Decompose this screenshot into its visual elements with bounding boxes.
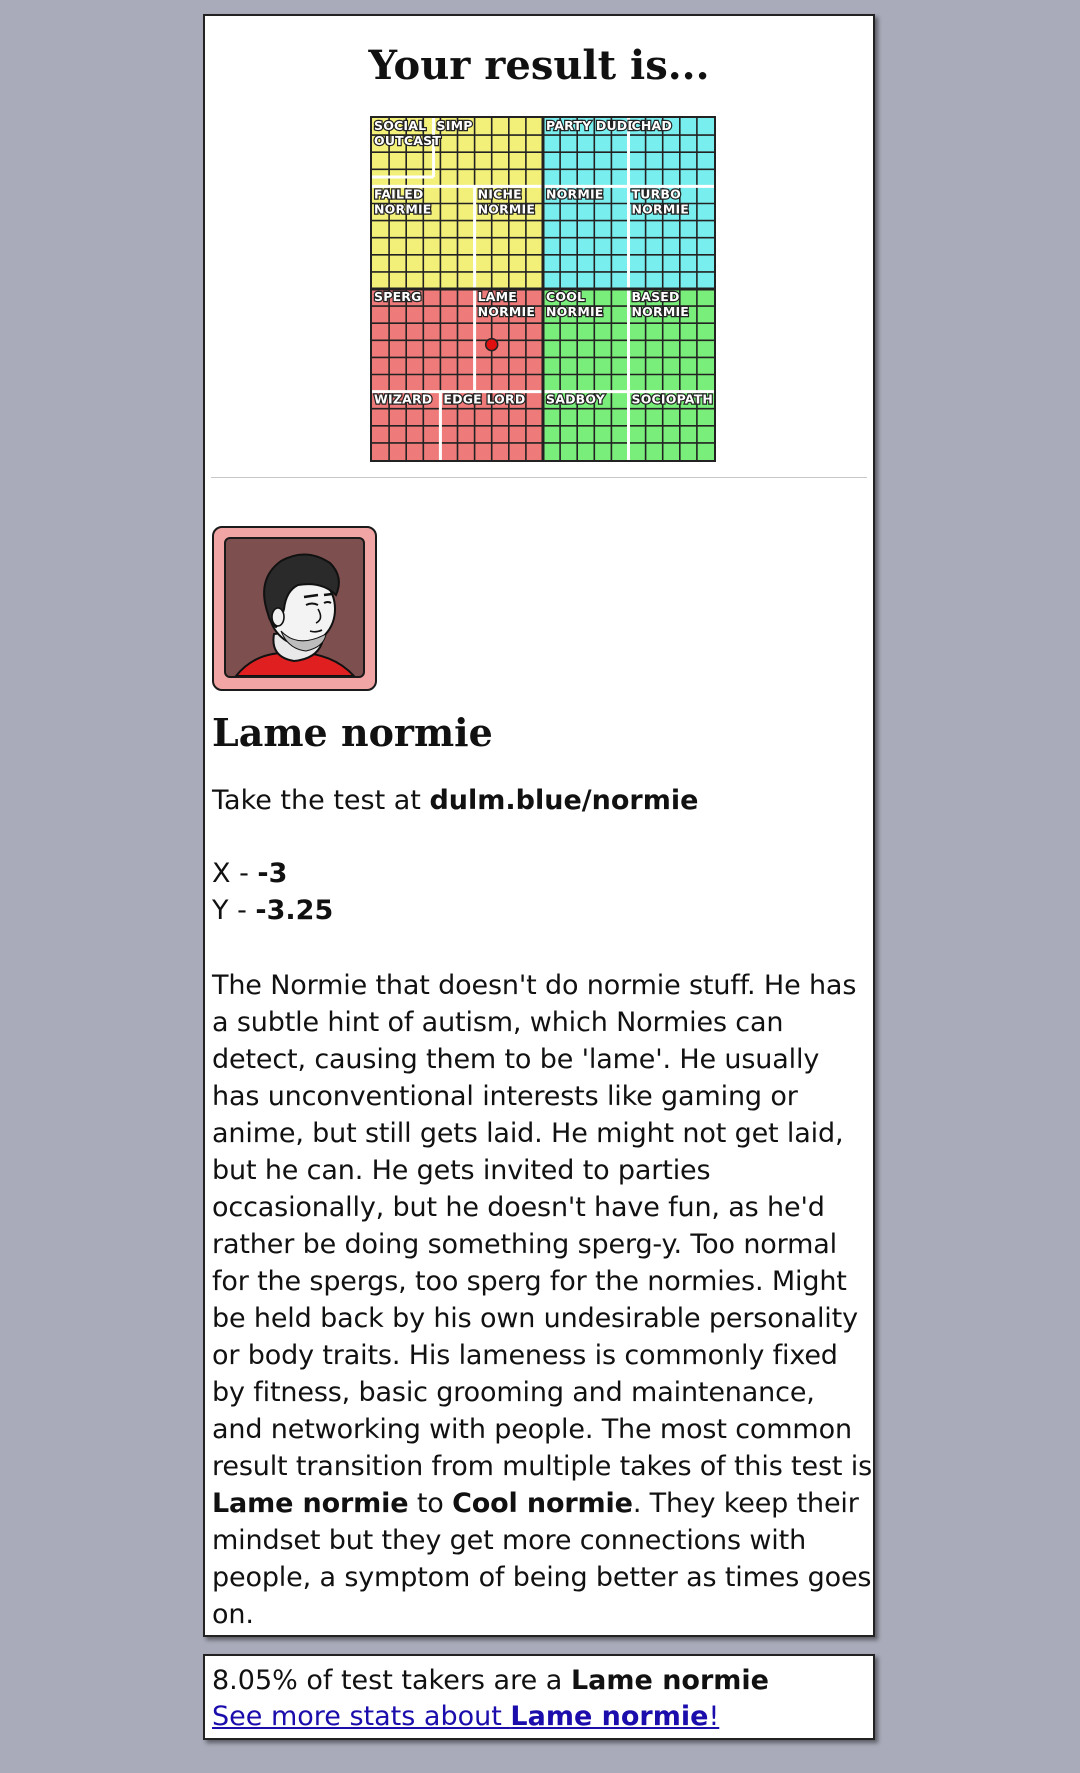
link-prefix: See more stats about [212, 1701, 511, 1732]
link-name: Lame normie [510, 1701, 709, 1732]
result-avatar [212, 526, 377, 691]
result-name: Lame normie [212, 710, 493, 755]
compass-label-sperg: SPERG [374, 289, 422, 304]
compass-label-niche-normie-1: NICHE [477, 186, 522, 202]
compass-label-normie: NORMIE [546, 186, 604, 202]
stats-percent-name: Lame normie [570, 1665, 769, 1696]
see-more-stats-link[interactable] [212, 1698, 719, 1735]
stats-card [203, 1654, 875, 1740]
take-test-prefix: Take the test at [212, 785, 430, 816]
compass-label-sadboy: SADBOY [546, 391, 606, 407]
result-description [212, 967, 872, 1633]
compass-label-lame-normie-1: LAME [477, 289, 518, 304]
compass-label-based-normie-1: BASED [631, 289, 680, 304]
compass-label-failed-normie-1: FAILED [374, 186, 424, 202]
compass-label-party-dude: PARTY DUDE [546, 118, 637, 133]
divider [211, 477, 867, 478]
compass-label-social-outcast-2: OUTCAST [374, 133, 442, 148]
description-main: The Normie that doesn't do normie stuff. He has a subtle hint of autism, which Normies can detect, causing them to be 'lame'. He usually has unconventional interests like gaming or anime, but still gets laid. He might not get laid, but he can. He gets invited to parties occasionally, but he doesn't have fun, as he'd rather be doing something sperg-y. Too normal for the spergs, too sperg for the normies. Might be held back by his own undesirable personality or body traits. His lameness is commonly fixed by fitness, basic grooming and maintenance, and networking with people. The most common result transition from multiple takes of this test is [212, 970, 873, 1482]
compass-label-failed-normie-2: NORMIE [374, 201, 432, 217]
result-card [203, 14, 875, 1637]
x-coordinate [212, 855, 872, 892]
page-title: Your result is... [368, 42, 710, 89]
avatar-portrait [224, 537, 365, 678]
stats-percent-text: 8.05% of test takers are a [212, 1665, 571, 1696]
take-test-line [212, 782, 872, 819]
transition-to: Cool normie [452, 1488, 633, 1519]
coordinates [212, 855, 872, 929]
compass-label-lame-normie-2: NORMIE [477, 304, 536, 319]
compass-label-social-outcast-1: SOCIAL [374, 118, 427, 133]
transition-to-word: to [408, 1488, 453, 1519]
compass-label-simp: SIMP [436, 118, 473, 133]
link-suffix: ! [708, 1701, 720, 1732]
stats-percentage [212, 1662, 769, 1699]
transition-from: Lame normie [212, 1488, 409, 1519]
y-value: -3.25 [255, 895, 334, 926]
compass-label-cool-normie-1: COOL [546, 289, 586, 304]
description-end: . They keep their mindset but they get more connections with people, a symptom of being better as times goes on. [212, 1488, 872, 1630]
take-test-url: dulm.blue/normie [429, 785, 699, 816]
y-label: Y - [212, 895, 256, 926]
compass-label-based-normie-2: NORMIE [631, 304, 690, 319]
x-value: -3 [257, 858, 288, 889]
compass-label-turbo-normie-1: TURBO [631, 186, 681, 202]
compass-label-wizard: WIZARD [374, 391, 433, 407]
y-coordinate [212, 892, 872, 929]
compass-label-chad: CHAD [631, 118, 672, 133]
political-compass-chart [370, 116, 716, 462]
compass-label-turbo-normie-2: NORMIE [631, 201, 690, 217]
compass-label-niche-normie-2: NORMIE [477, 201, 536, 217]
compass-label-cool-normie-2: NORMIE [546, 304, 604, 319]
result-marker [486, 339, 498, 351]
x-label: X - [212, 858, 258, 889]
compass-label-sociopath: SOCIOPATH [631, 391, 714, 407]
compass-label-edge-lord: EDGE LORD [443, 391, 526, 407]
